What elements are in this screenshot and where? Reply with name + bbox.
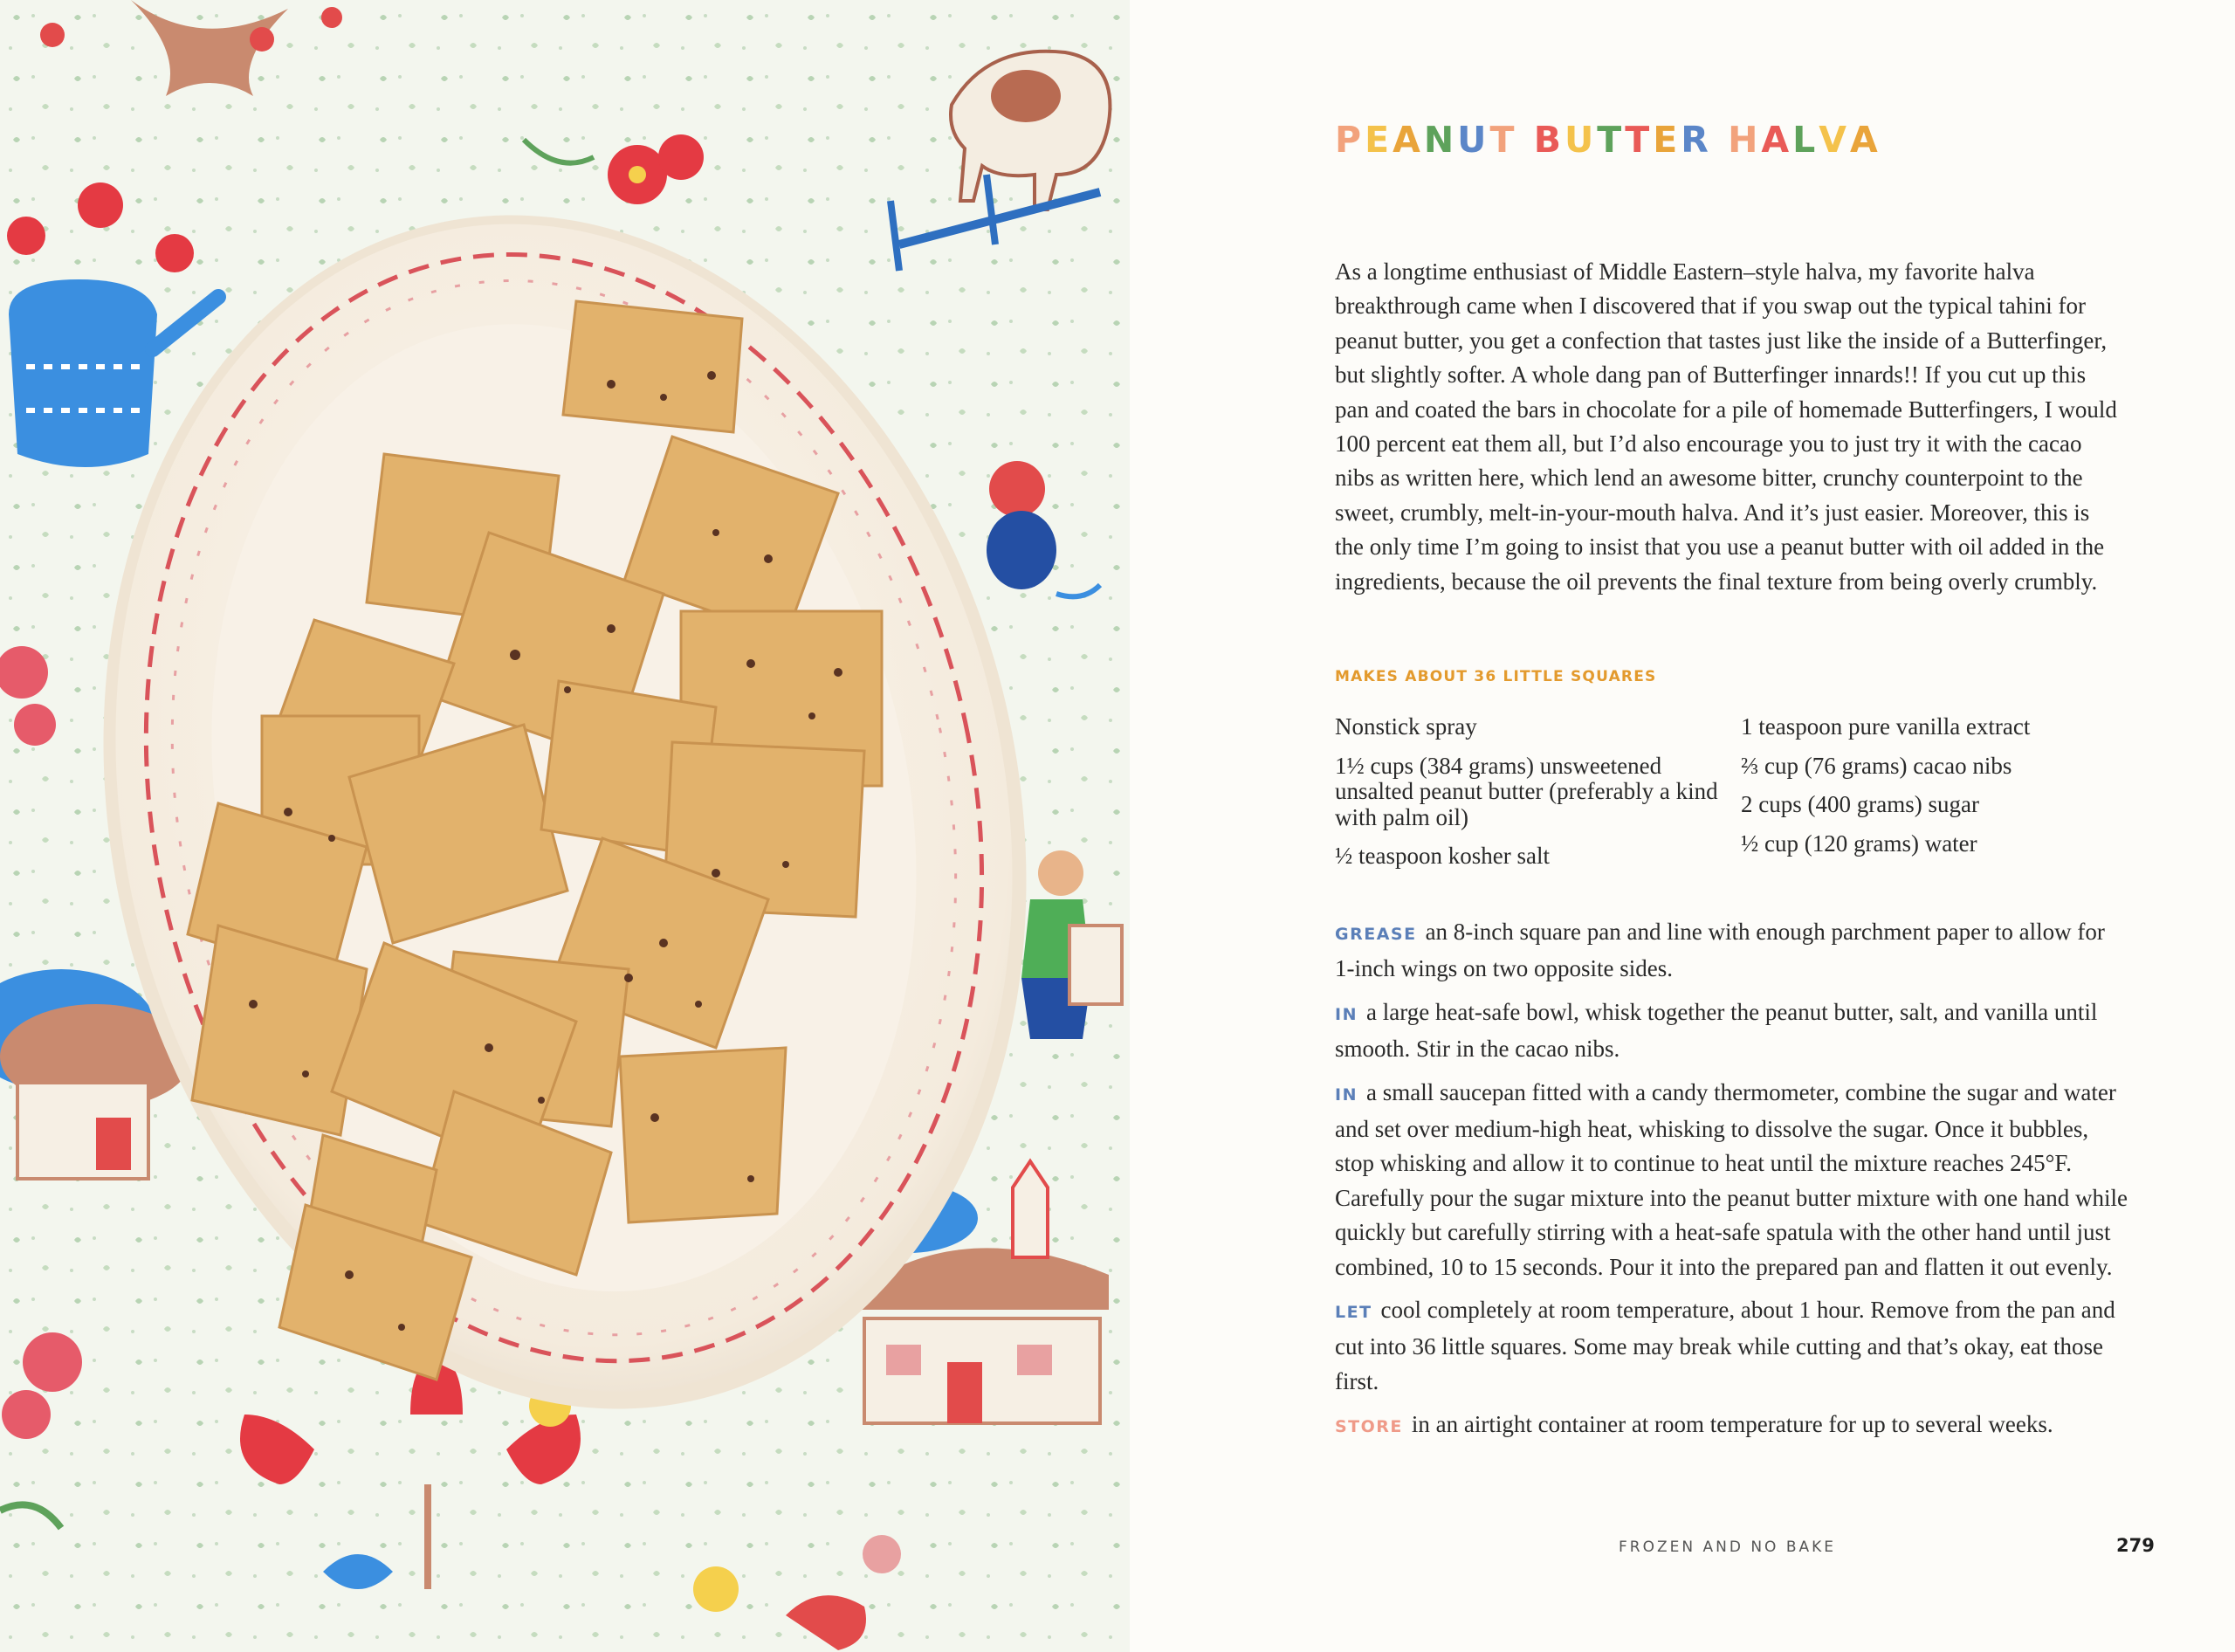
recipe-page	[1130, 0, 2235, 1652]
title-letter: R	[1681, 119, 1712, 161]
title-letter	[1517, 122, 1533, 158]
method-step	[1335, 1293, 2129, 1399]
step-lead-word: IN	[1335, 1084, 1358, 1105]
ingredient-item: 2 cups (400 grams) sugar	[1741, 791, 1979, 818]
step-lead-word: LET	[1335, 1303, 1372, 1323]
ingredient-item: ½ teaspoon kosher salt	[1335, 843, 1550, 870]
ingredient-item: 1 teaspoon pure vanilla extract	[1741, 713, 2031, 740]
title-letter: H	[1728, 119, 1762, 161]
step-text: an 8-inch square pan and line with enough parchment paper to allow for 1-inch wings on two opposite sides.	[1335, 919, 2105, 982]
step-text: a small saucepan fitted with a candy thermometer, combine the sugar and water and set over medium-high heat, whisking to dissolve the sugar. Once it bubbles, stop whisking and allow it to continue to heat until the mixture reaches 245°F. Carefully pour the sugar mixture into the peanut butter mixture with one hand while quickly but carefully stirring with a heat-safe spatula with the other hand until just combined, 10 to 15 seconds. Pour it into the prepared pan and flatten it out evenly.	[1335, 1078, 2128, 1280]
ingredients-list	[1335, 714, 2147, 883]
title-letter: A	[1393, 119, 1424, 161]
title-letter: T	[1625, 119, 1654, 161]
ingredient-item: 1½ cups (384 grams) unsweetened unsalted peanut butter (preferably a kind with palm oil)	[1335, 752, 1718, 830]
ingredient-item: ½ cup (120 grams) water	[1741, 829, 1977, 857]
title-letter: T	[1489, 119, 1518, 161]
method-step	[1335, 915, 2129, 987]
title-letter: B	[1533, 119, 1564, 161]
step-text: cool completely at room temperature, about 1 hour. Remove from the pan and cut into 36 little squares. Some may break while cutting and that’s okay, eat those first.	[1335, 1297, 2115, 1394]
title-letter: A	[1850, 119, 1881, 161]
method-steps	[1335, 915, 2129, 1454]
step-lead-word: IN	[1335, 1004, 1358, 1024]
title-letter: U	[1564, 119, 1598, 161]
ingredients-column-left	[1335, 714, 1741, 883]
recipe-yield: MAKES ABOUT 36 LITTLE SQUARES	[1335, 668, 1657, 685]
page-number: 279	[2116, 1535, 2155, 1556]
ingredient-item: Nonstick spray	[1335, 713, 1477, 740]
title-letter: T	[1597, 119, 1626, 161]
method-step	[1335, 1408, 2129, 1444]
method-step	[1335, 1076, 2129, 1284]
title-letter: L	[1792, 119, 1819, 161]
title-letter: U	[1457, 119, 1490, 161]
title-letter	[1712, 122, 1728, 158]
title-letter: P	[1335, 119, 1365, 161]
method-step	[1335, 995, 2129, 1067]
ingredients-column-right	[1741, 714, 2147, 883]
recipe-title	[1335, 119, 1881, 161]
step-text: a large heat-safe bowl, whisk together the peanut butter, salt, and vanilla until smooth. Stir in the cacao nibs.	[1335, 998, 2098, 1063]
recipe-intro: As a longtime enthusiast of Middle Eastern–style halva, my favorite halva breakthrough came when I discovered that if you swap out the typical tahini for peanut butter, you get a confection that tastes just like the inside of a Butterfinger, but slightly softer. A whole dang pan of Butterfinger innards!! If you cut up this pan and coated the bars in chocolate for a pile of homemade Butterfingers, I would 100 percent eat them all, but I’d also encourage you to just try it with the cacao nibs as written here, which lend an awesome bitter, crunchy counterpoint to the sweet, crumbly, melt-in-your-mouth halva. And it’s just easier. Moreover, this is the only time I’m going to insist that you use a peanut butter with oil added in the ingredients, because the oil prevents the final texture from being overly crumbly.	[1335, 258, 2117, 595]
ingredient-item: ⅔ cup (76 grams) cacao nibs	[1741, 752, 2012, 779]
step-text: in an airtight container at room temperature for up to several weeks.	[1411, 1411, 2053, 1438]
title-letter: A	[1761, 119, 1793, 161]
running-footer: FROZEN AND NO BAKE	[1619, 1538, 1837, 1556]
title-letter: E	[1653, 119, 1681, 161]
title-letter: V	[1819, 119, 1850, 161]
title-letter: N	[1423, 119, 1458, 161]
title-letter: E	[1365, 119, 1393, 161]
step-lead-word: STORE	[1335, 1417, 1403, 1437]
step-lead-word: GREASE	[1335, 925, 1417, 944]
